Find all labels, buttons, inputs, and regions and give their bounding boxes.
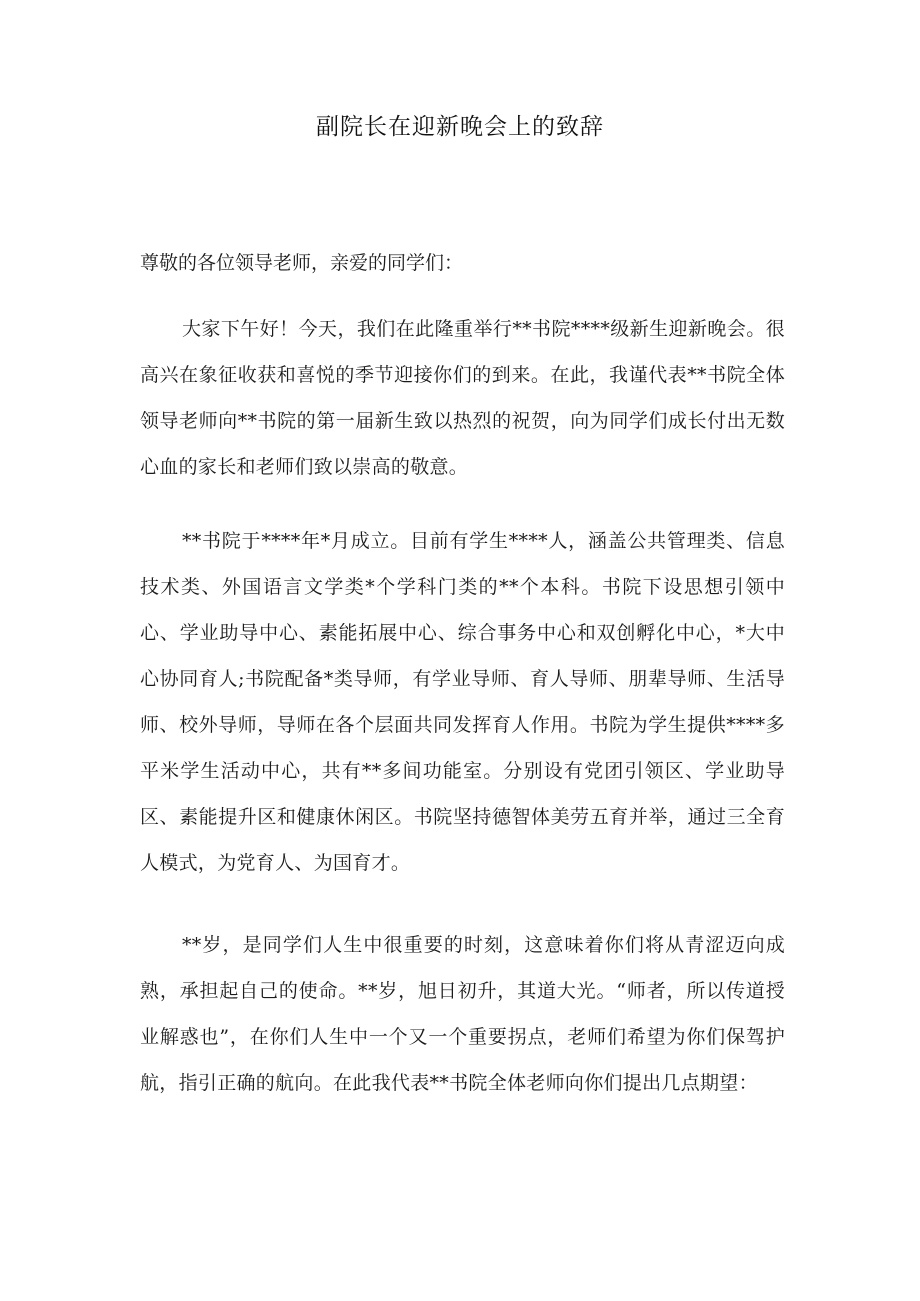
salutation: 尊敬的各位领导老师，亲爱的同学们： [140,252,464,274]
document-title: 副院长在迎新晚会上的致辞 [316,114,604,140]
paragraph-greeting: 大家下午好！今天，我们在此隆重举行**书院****级新生迎新晚会。很高兴在象征收获和喜悦的季节迎接你们的到来。在此，我谨代表**书院全体领导老师向**书院的第一届新生致以热烈的祝贺，向为同学们成长付出无数心血的家长和老师们致以崇高的敬意。 [140,318,785,478]
paragraph-expectations: **岁，是同学们人生中很重要的时刻，这意味着你们将从青涩迈向成熟，承担起自己的使命。**岁，旭日初升，其道大光。“师者，所以传道授业解惑也”，在你们人生中一个又一个重要拐点，老师们希望为你们保驾护航，指引正确的航向。在此我代表**书院全体老师向你们提出几点期望： [140,934,785,1094]
paragraph-college-intro: **书院于****年*月成立。目前有学生****人，涵盖公共管理类、信息技术类、外国语言文学类*个学科门类的**个本科。书院下设思想引领中心、学业助导中心、素能拓展中心、综合事务中心和双创孵化中心，*大中心协同育人;书院配备*类导师，有学业导师、育人导师、朋辈导师、生活导师、校外导师，导师在各个层面共同发挥育人作用。书院为学生提供****多平米学生活动中心，共有**多间功能室。分别设有党团引领区、学业助导区、素能提升区和健康休闲区。书院坚持德智体美劳五育并举，通过三全育人模式，为党育人、为国育才。 [140,530,785,874]
